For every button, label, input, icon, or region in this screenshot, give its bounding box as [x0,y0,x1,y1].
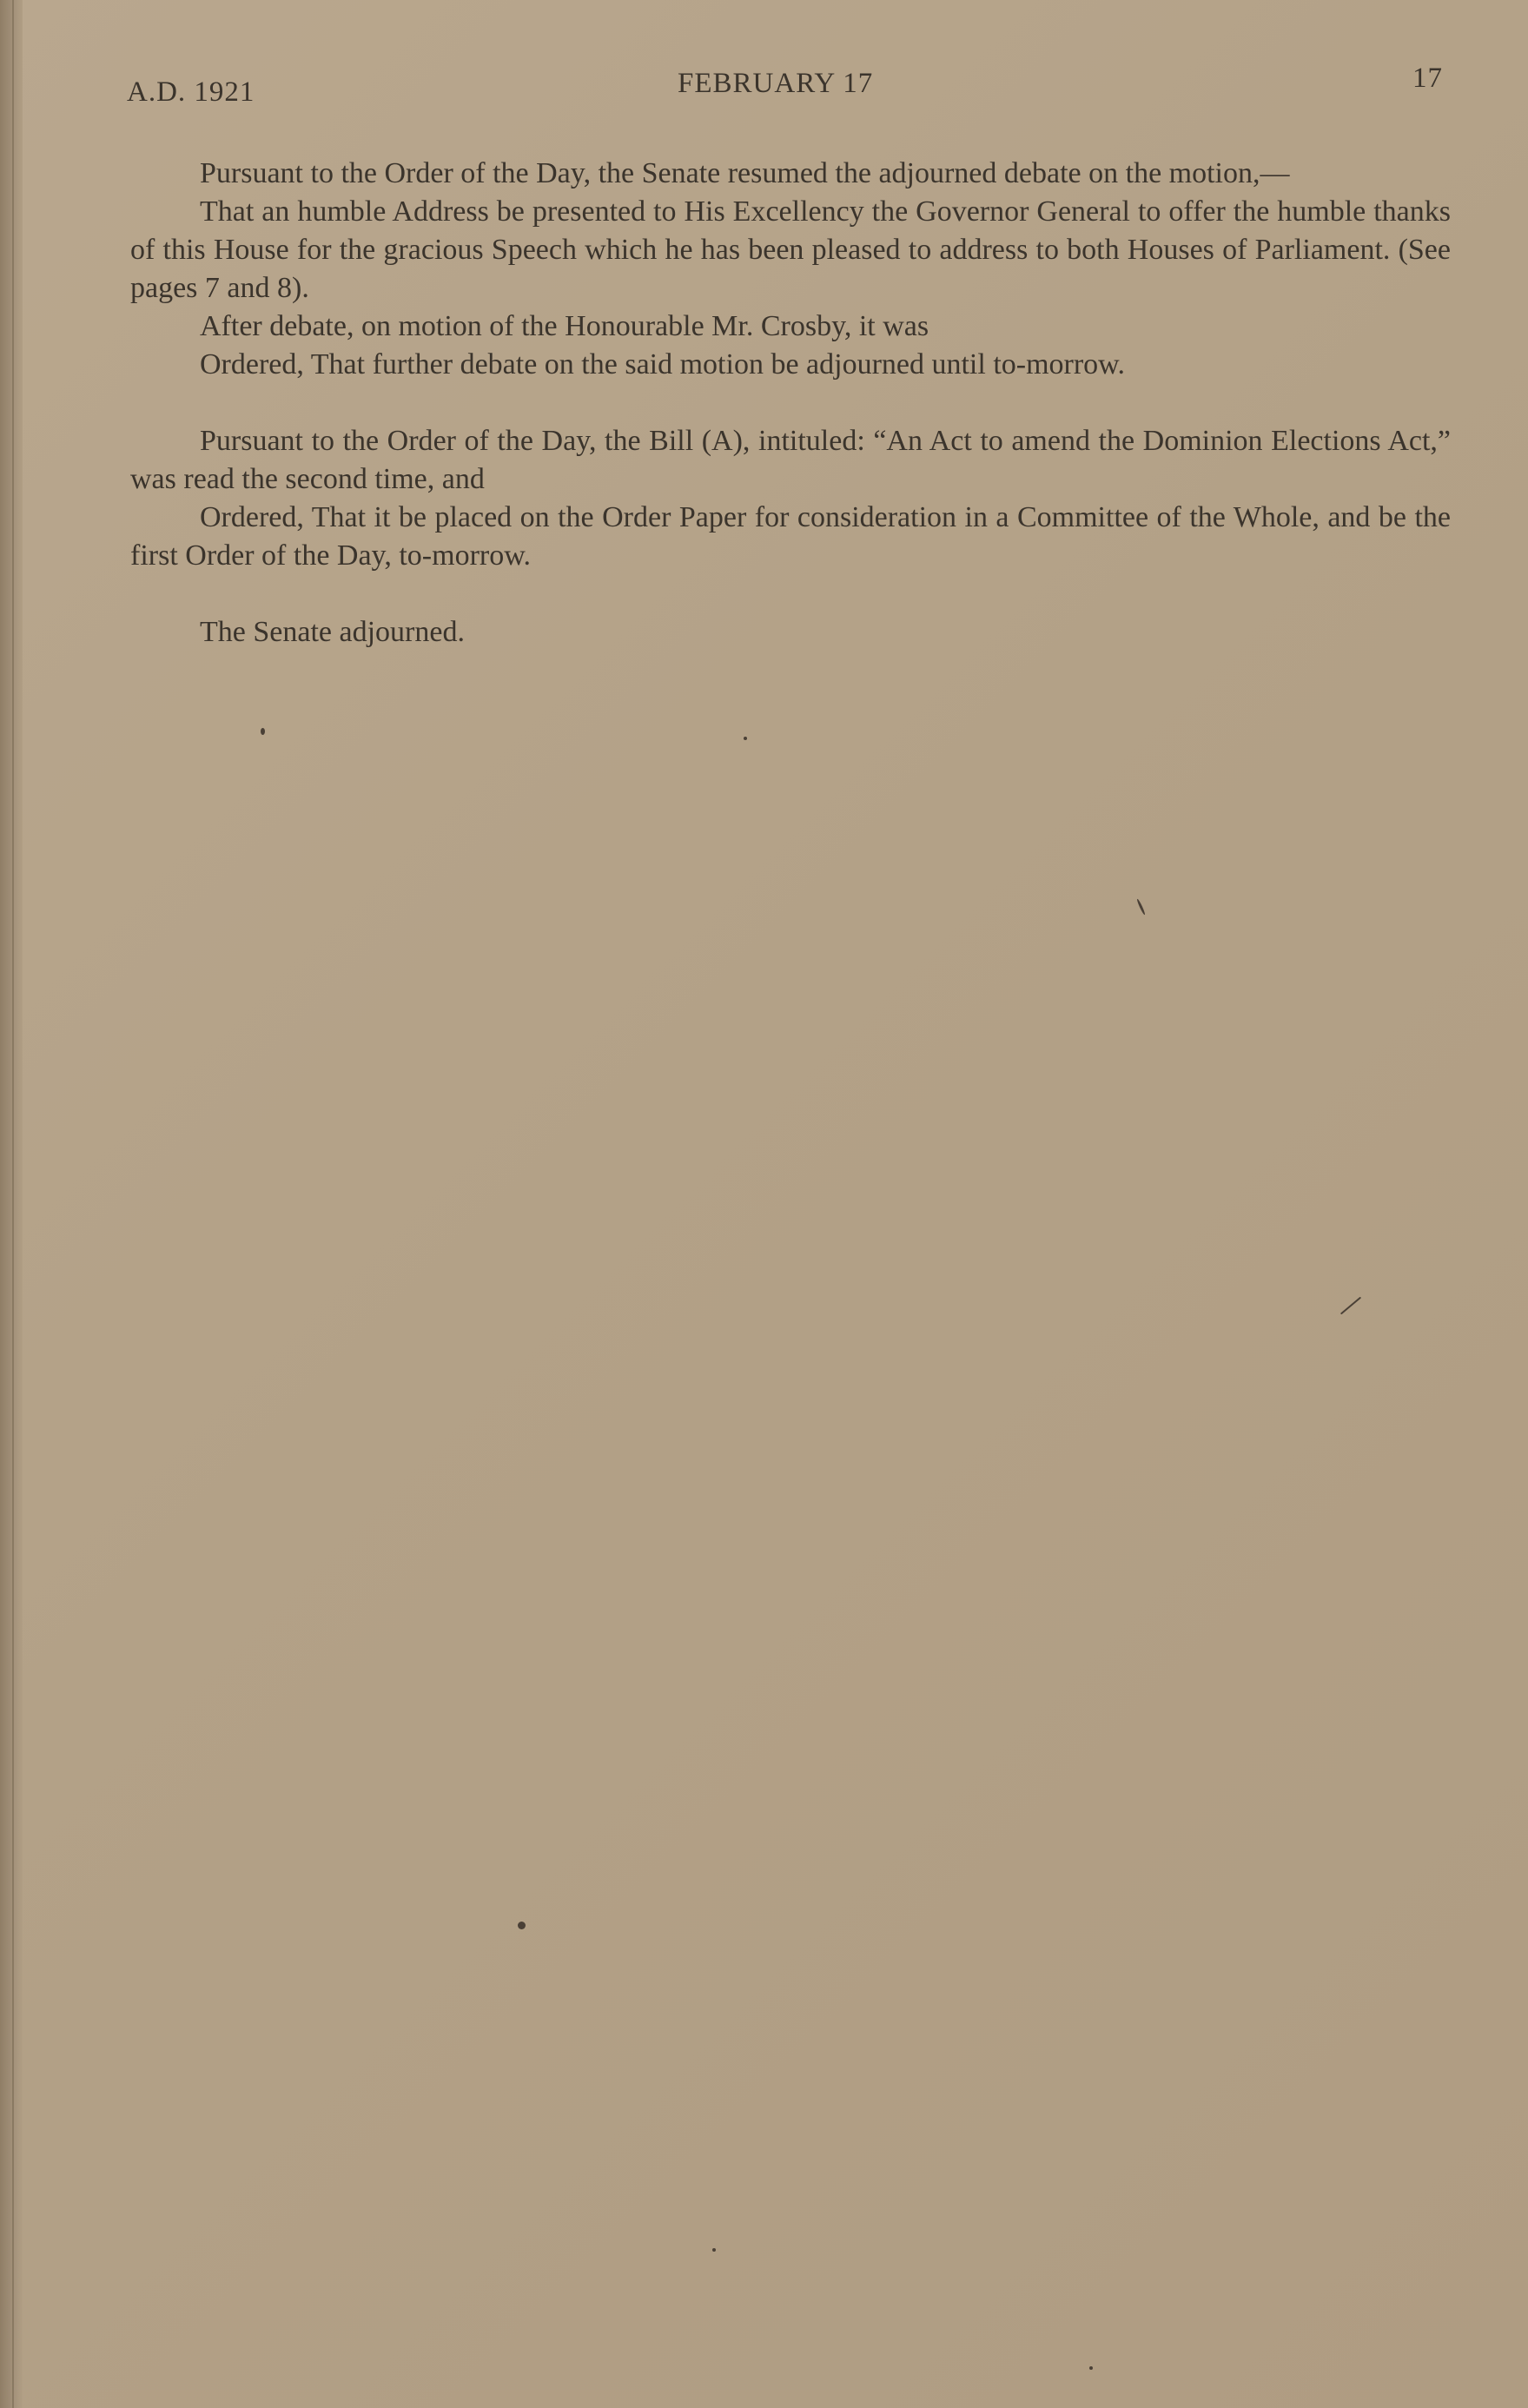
paper-speck [1089,2366,1093,2370]
header-year: A.D. 1921 [127,76,255,108]
paragraph-address-motion: That an humble Address be presented to His Excellency the Governor General to offer the humble thanks of this House for the gracious Speech which he has been pleased to address to both Houses of Parliament. (See pages 7 and 8). [130,195,1451,304]
paper-speck [744,737,747,740]
journal-text [130,155,1451,652]
paper-speck [712,2248,716,2252]
paragraph-gap [130,384,1451,422]
running-header [0,63,1528,120]
paragraph-bill-second-reading: Pursuant to the Order of the Day, the Bill (A), intituled: “An Act to amend the Dominion Elections Act,” was read the second time, and [130,425,1451,495]
paper-speck [1340,1297,1361,1315]
paper-speck [518,1922,526,1929]
page-binding-edge [0,0,23,2408]
paragraph-ordered-committee: Ordered, That it be placed on the Order Paper for consideration in a Committee of the Whole, and be the first Order of the Day, to-morrow. [130,501,1451,572]
page-number: 17 [1412,63,1443,94]
paragraph-senate-adjourned: The Senate adjourned. [200,616,465,648]
paragraph-ordered-adjourn: Ordered, That further debate on the said motion be adjourned until to-morrow. [200,348,1126,380]
paragraph-resumed-debate: Pursuant to the Order of the Day, the Senate resumed the adjourned debate on the motion,— [200,157,1290,189]
header-date: FEBRUARY 17 [678,68,874,99]
paper-speck [261,728,265,735]
paper-speck [1136,898,1146,915]
paragraph-gap [130,575,1451,613]
paragraph-after-debate: After debate, on motion of the Honourable Mr. Crosby, it was [200,310,929,342]
binding-shadow-line [12,0,14,2408]
